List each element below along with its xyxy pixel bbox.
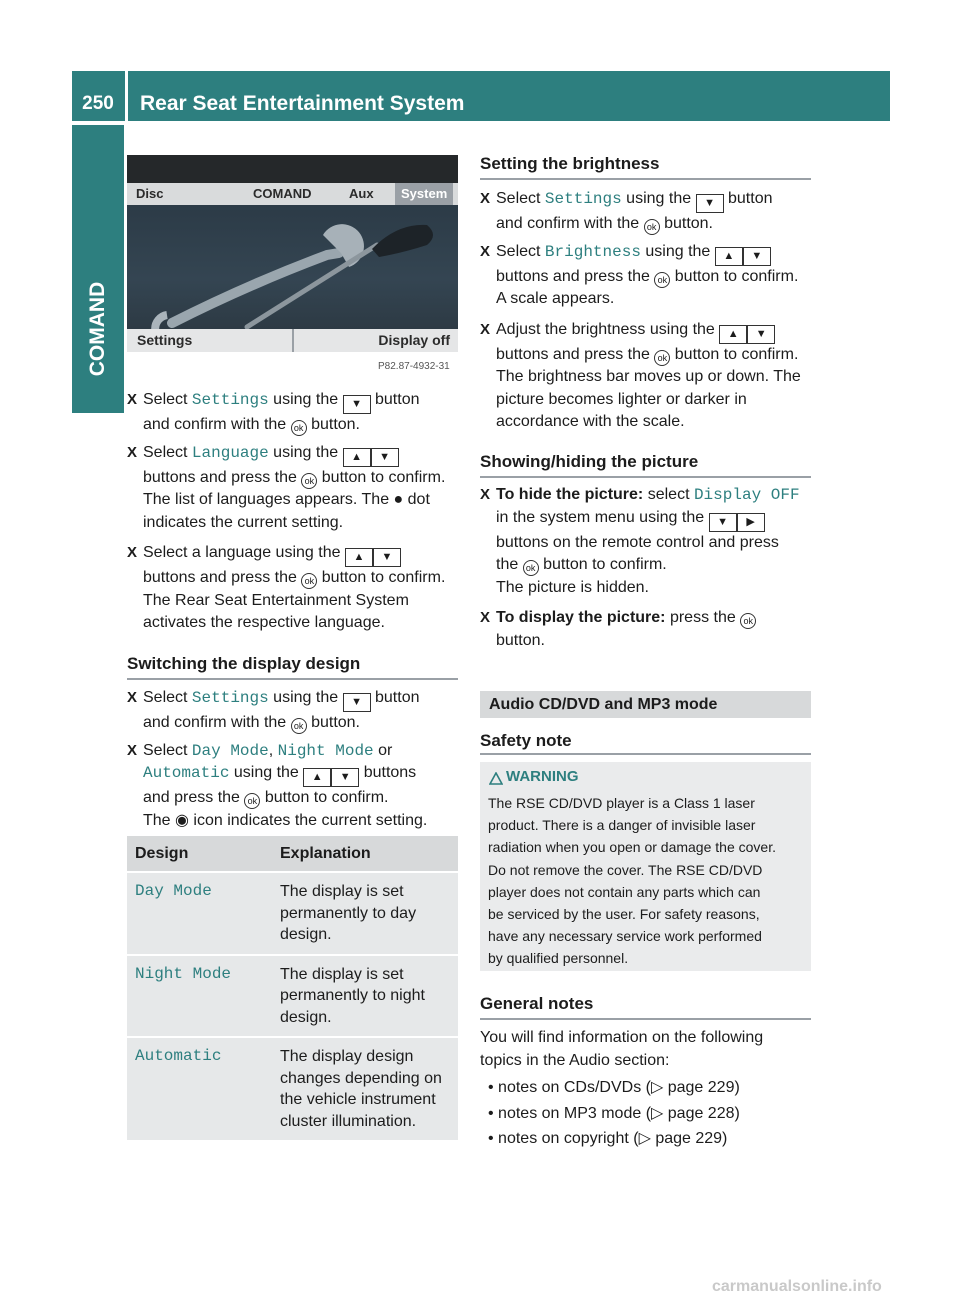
text-span: Automatic bbox=[143, 764, 230, 782]
text-span: buttons and press the bbox=[143, 468, 302, 486]
down-key-icon: ▼ bbox=[709, 513, 737, 532]
text-span: the bbox=[496, 556, 523, 573]
text-span: Brightness bbox=[544, 242, 641, 261]
side-tab-label: COMAND bbox=[86, 281, 109, 377]
explanation-cell bbox=[272, 955, 458, 1038]
text-span: and confirm with the bbox=[496, 215, 644, 232]
ok-button-icon: ok bbox=[244, 793, 260, 809]
section-title-bar bbox=[480, 691, 811, 718]
text-span: button. bbox=[306, 714, 360, 731]
step-design-mode bbox=[127, 740, 467, 833]
general-heading-rule bbox=[480, 1018, 811, 1020]
text-span: buttons and press the bbox=[143, 569, 302, 586]
text-span: Select bbox=[496, 190, 545, 207]
text-span: The Rear Seat Entertainment System bbox=[143, 591, 409, 609]
ok-button-icon: ok bbox=[644, 219, 660, 235]
general-heading: General notes bbox=[480, 994, 594, 1013]
table-row bbox=[127, 1037, 458, 1140]
text-span: Select bbox=[143, 741, 192, 759]
text-span: using the bbox=[640, 242, 715, 260]
text-span: notes on copyright (▷ page 229) bbox=[498, 1130, 728, 1147]
side-tab bbox=[72, 123, 124, 413]
text-span: using the bbox=[268, 391, 343, 408]
radio-icon: ◉ bbox=[175, 811, 189, 829]
design-steps bbox=[127, 687, 467, 832]
text-span: buttons and press the bbox=[496, 345, 655, 363]
text-span: Settings bbox=[191, 689, 269, 707]
up-key-icon: ▲ bbox=[343, 448, 371, 467]
step-icon: X bbox=[480, 609, 491, 626]
safety-heading: Safety note bbox=[480, 731, 572, 750]
up-key-icon: ▲ bbox=[715, 247, 743, 266]
text-span: indicates the current setting. bbox=[143, 513, 344, 531]
up-key-icon: ▲ bbox=[719, 325, 747, 344]
step-hide-picture bbox=[480, 484, 820, 599]
text-span: product. There is a danger of invisible laser bbox=[488, 817, 756, 833]
image-caption: P82.87-4932-31 bbox=[378, 361, 450, 372]
text-span: dot bbox=[403, 491, 430, 508]
page-number: 250 bbox=[82, 93, 114, 114]
warning-box bbox=[480, 762, 811, 971]
text-span: The display design bbox=[280, 1048, 414, 1065]
text-span: or bbox=[373, 741, 393, 759]
step-design-settings bbox=[127, 687, 467, 735]
text-span: buttons and press the bbox=[496, 267, 655, 285]
text-span: Select bbox=[143, 391, 192, 408]
step-icon: X bbox=[480, 242, 491, 260]
dot-icon: ● bbox=[393, 491, 404, 508]
warning-paragraph-1 bbox=[488, 792, 808, 858]
text-span: Settings bbox=[191, 391, 269, 409]
design-cell: Automatic bbox=[127, 1037, 272, 1140]
picture-steps bbox=[480, 484, 820, 652]
warning-paragraph-2 bbox=[488, 859, 808, 969]
text-span: and press the bbox=[143, 789, 245, 806]
text-span: in the system menu using the bbox=[496, 508, 709, 526]
watermark: carmanualsonline.info bbox=[712, 1278, 882, 1295]
down-key-icon: ▼ bbox=[371, 448, 399, 467]
text-span: by qualified personnel. bbox=[488, 950, 629, 966]
explanation-cell bbox=[272, 1037, 458, 1140]
step-icon: X bbox=[127, 443, 138, 461]
down-key-icon: ▼ bbox=[331, 768, 359, 787]
text-span: Display OFF bbox=[693, 486, 800, 504]
text-span: notes on CDs/DVDs (▷ page 229) bbox=[498, 1079, 740, 1096]
table-header-row bbox=[127, 836, 458, 872]
bottom-display-off: Display off bbox=[378, 332, 450, 348]
step-icon: X bbox=[127, 741, 138, 759]
up-key-icon: ▲ bbox=[303, 768, 331, 787]
design-heading: Switching the display design bbox=[127, 654, 361, 673]
text-span: button. bbox=[496, 631, 545, 649]
step-icon: X bbox=[127, 391, 138, 408]
header-divider bbox=[125, 71, 128, 121]
text-span: To display the picture: bbox=[496, 609, 666, 626]
text-span: button. bbox=[306, 416, 360, 433]
menu-aux: Aux bbox=[349, 186, 374, 201]
bottom-settings: Settings bbox=[137, 332, 193, 348]
text-span: button to confirm. bbox=[538, 556, 667, 573]
text-span: buttons on the remote control and press bbox=[496, 533, 779, 551]
step-brightness-select bbox=[480, 241, 820, 311]
step-language bbox=[127, 442, 467, 535]
text-span: permanently to night bbox=[280, 987, 425, 1004]
warning-triangle-icon bbox=[489, 769, 503, 791]
bottom-divider bbox=[292, 329, 294, 352]
list-item: • notes on CDs/DVDs (▷ page 229) bbox=[488, 1079, 740, 1096]
text-span: accordance with the scale. bbox=[496, 413, 685, 430]
ok-button-icon: ok bbox=[291, 420, 307, 436]
text-span: topics in the Audio section: bbox=[480, 1051, 670, 1069]
text-span: design. bbox=[280, 926, 332, 943]
text-span: icon indicates the current setting. bbox=[188, 811, 428, 829]
text-span: notes on MP3 mode (▷ page 228) bbox=[498, 1104, 740, 1122]
down-key-icon: ▼ bbox=[343, 395, 371, 414]
text-span: The RSE CD/DVD player is a Class 1 laser bbox=[488, 795, 755, 811]
text-span: You will find information on the following bbox=[480, 1029, 764, 1046]
text-span: have any necessary service work performed bbox=[488, 928, 762, 944]
page-title: Rear Seat Entertainment System bbox=[140, 92, 465, 115]
step-brightness-settings bbox=[480, 188, 820, 236]
text-span: The brightness bar moves up or down. The bbox=[496, 368, 801, 385]
text-span: button bbox=[370, 391, 420, 408]
text-span: The display is set bbox=[280, 965, 404, 983]
warning-title: WARNING bbox=[506, 768, 579, 785]
step-icon: X bbox=[480, 190, 491, 207]
picture-heading-rule bbox=[480, 476, 811, 478]
design-cell: Day Mode bbox=[127, 872, 272, 955]
text-span: The bbox=[143, 811, 176, 829]
screen-menu-bar bbox=[127, 183, 458, 205]
general-notes bbox=[480, 1027, 820, 1151]
down-key-icon: ▼ bbox=[343, 693, 371, 712]
screen-bottom-bar bbox=[127, 329, 458, 352]
text-span: buttons bbox=[359, 764, 417, 781]
text-span: and confirm with the bbox=[143, 416, 291, 433]
text-span: Select bbox=[143, 443, 192, 461]
text-span: player does not contain any parts which can bbox=[488, 884, 761, 900]
text-span: button to confirm. bbox=[317, 468, 446, 486]
tab-gap bbox=[72, 121, 124, 125]
menu-system: System bbox=[395, 183, 453, 205]
screen-top-strip bbox=[127, 155, 458, 183]
text-span: activates the respective language. bbox=[143, 614, 385, 631]
comand-screen-image bbox=[127, 155, 458, 352]
language-steps bbox=[127, 389, 467, 635]
list-item: • notes on MP3 mode (▷ page 228) bbox=[488, 1104, 740, 1122]
step-icon: X bbox=[480, 320, 491, 338]
text-span: design. bbox=[280, 1008, 332, 1026]
design-heading-rule bbox=[127, 678, 458, 680]
text-span: and confirm with the bbox=[143, 714, 291, 731]
safety-heading-rule bbox=[480, 753, 811, 755]
text-span: picture becomes lighter or darker in bbox=[496, 390, 747, 408]
text-span: Select a language using the bbox=[143, 544, 345, 561]
down-key-icon: ▼ bbox=[743, 247, 771, 266]
table-row bbox=[127, 872, 458, 955]
text-span: button to confirm. bbox=[670, 267, 799, 285]
step-select-language bbox=[127, 542, 467, 635]
text-span: Night Mode bbox=[277, 741, 374, 760]
text-span: cluster illumination. bbox=[280, 1112, 417, 1130]
text-span: Select bbox=[496, 242, 545, 260]
design-table bbox=[127, 836, 458, 1140]
text-span: , bbox=[268, 741, 278, 759]
right-key-icon: ▶ bbox=[737, 513, 765, 532]
table-row bbox=[127, 955, 458, 1038]
bullet-list bbox=[480, 1077, 820, 1151]
text-span: select bbox=[643, 486, 694, 503]
ok-button-icon: ok bbox=[654, 350, 670, 366]
tools-picture bbox=[127, 205, 458, 329]
text-span: Day Mode bbox=[191, 741, 269, 760]
general-intro bbox=[480, 1027, 820, 1072]
page-header bbox=[72, 71, 890, 121]
picture-heading: Showing/hiding the picture bbox=[480, 452, 699, 471]
wrench-screwdriver-icon bbox=[127, 205, 458, 329]
table-header-design: Design bbox=[127, 836, 272, 872]
text-span: The list of languages appears. The bbox=[143, 491, 394, 508]
table-header-explanation: Explanation bbox=[272, 836, 458, 872]
text-span: Language bbox=[191, 443, 269, 462]
brightness-heading-rule bbox=[480, 178, 811, 180]
menu-comand: COMAND bbox=[253, 186, 312, 201]
step-icon: X bbox=[127, 544, 138, 561]
ok-button-icon: ok bbox=[654, 272, 670, 288]
text-span: using the bbox=[268, 443, 343, 461]
text-span: button bbox=[723, 190, 773, 207]
text-span: using the bbox=[268, 689, 343, 706]
ok-button-icon: ok bbox=[301, 573, 317, 589]
text-span: button. bbox=[659, 215, 713, 232]
step-display-picture bbox=[480, 607, 820, 652]
list-item: • notes on copyright (▷ page 229) bbox=[488, 1130, 728, 1147]
up-key-icon: ▲ bbox=[345, 548, 373, 567]
text-span: radiation when you open or damage the cover. bbox=[488, 839, 776, 855]
text-span bbox=[489, 772, 503, 785]
menu-disc: Disc bbox=[136, 186, 164, 201]
text-span: button to confirm. bbox=[670, 345, 799, 363]
explanation-cell bbox=[272, 872, 458, 955]
step-icon: X bbox=[480, 486, 491, 503]
text-span: Select bbox=[143, 689, 192, 706]
text-span: The picture is hidden. bbox=[496, 578, 649, 596]
text-span: button bbox=[370, 689, 420, 706]
ok-button-icon: ok bbox=[291, 718, 307, 734]
down-key-icon: ▼ bbox=[373, 548, 401, 567]
text-span: press the bbox=[665, 609, 741, 626]
text-span: Settings bbox=[544, 190, 622, 208]
down-key-icon: ▼ bbox=[696, 194, 724, 213]
ok-button-icon: ok bbox=[523, 560, 539, 576]
text-span: be serviced by the user. For safety reasons, bbox=[488, 906, 760, 922]
text-span: button to confirm. bbox=[260, 789, 389, 806]
text-span: the vehicle instrument bbox=[280, 1091, 436, 1108]
ok-button-icon: ok bbox=[740, 613, 756, 629]
step-settings bbox=[127, 389, 467, 437]
section-title: Audio CD/DVD and MP3 mode bbox=[489, 696, 718, 713]
text-span: To hide the picture: bbox=[496, 486, 644, 503]
step-brightness-adjust bbox=[480, 319, 820, 434]
design-cell: Night Mode bbox=[127, 955, 272, 1038]
step-icon: X bbox=[127, 689, 138, 706]
text-span: using the bbox=[229, 764, 304, 781]
text-span: Do not remove the cover. The RSE CD/DVD bbox=[488, 862, 763, 878]
text-span: button to confirm. bbox=[317, 569, 446, 586]
text-span: Adjust the brightness using the bbox=[496, 320, 720, 338]
down-key-icon: ▼ bbox=[747, 325, 775, 344]
text-span: changes depending on bbox=[280, 1069, 442, 1087]
text-span: A scale appears. bbox=[496, 290, 615, 307]
brightness-heading: Setting the brightness bbox=[480, 154, 660, 173]
text-span: using the bbox=[621, 190, 696, 207]
text-span: permanently to day bbox=[280, 904, 417, 922]
text-span: The display is set bbox=[280, 883, 404, 900]
text-span bbox=[127, 836, 458, 1140]
brightness-steps bbox=[480, 188, 820, 434]
ok-button-icon: ok bbox=[301, 473, 317, 489]
